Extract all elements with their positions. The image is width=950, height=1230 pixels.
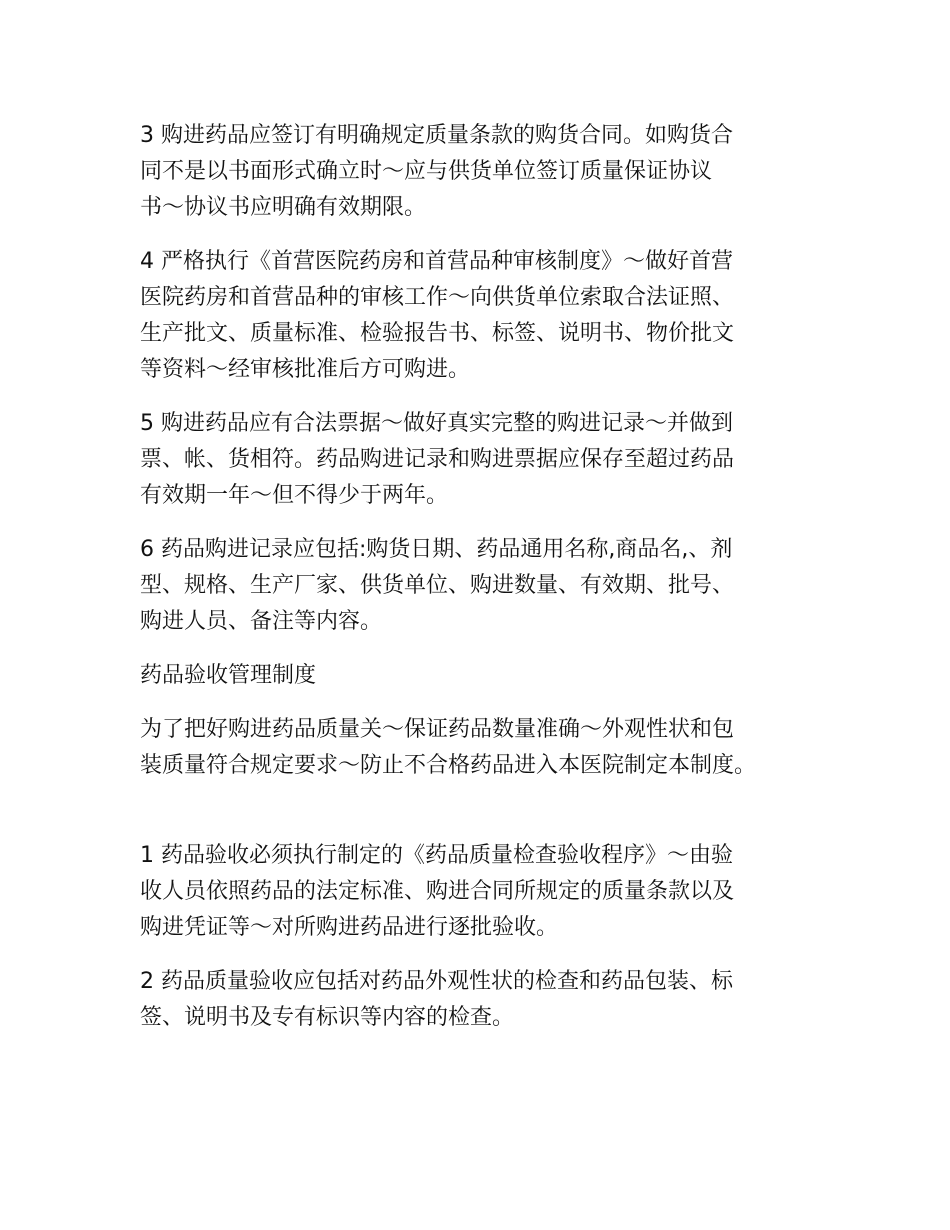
acceptance-item-1: 1 药品验收必须执行制定的《药品质量检查验收程序》～由验 收人员依照药品的法定标准、购进合同所规定的质量条款以及 购进凭证等～对所购进药品进行逐批验收。 [140,843,735,940]
paragraph-item-6: 6 药品购进记录应包括:购货日期、药品通用名称,商品名,、剂 型、规格、生产厂家、供货单位、购进数量、有效期、批号、 购进人员、备注等内容。 [140,537,735,634]
paragraph-item-4: 4 严格执行《首营医院药房和首营品种审核制度》～做好首营 医院药房和首营品种的审核工作～向供货单位索取合法证照、 生产批文、质量标准、检验报告书、标签、说明书、物价批文 等资料～经审核批准后方可购进。 [140,249,735,382]
paragraph-item-3: 3 购进药品应签订有明确规定质量条款的购货合同。如购货合 同不是以书面形式确立时～应与供货单位签订质量保证协议 书～协议书应明确有效期限。 [140,123,733,220]
acceptance-item-2: 2 药品质量验收应包括对药品外观性状的检查和药品包装、标 签、说明书及专有标识等内容的检查。 [140,969,733,1030]
document-page [140,118,820,1054]
section-title: 药品验收管理制度 [140,663,317,688]
paragraph-item-5: 5 购进药品应有合法票据～做好真实完整的购进记录～并做到 票、帐、货相符。药品购进记录和购进票据应保存至超过药品 有效期一年～但不得少于两年。 [140,411,735,508]
section-intro: 为了把好购进药品质量关～保证药品数量准确～外观性状和包 装质量符合规定要求～防止不合格药品进入本医院制定本制度。 [140,717,757,778]
